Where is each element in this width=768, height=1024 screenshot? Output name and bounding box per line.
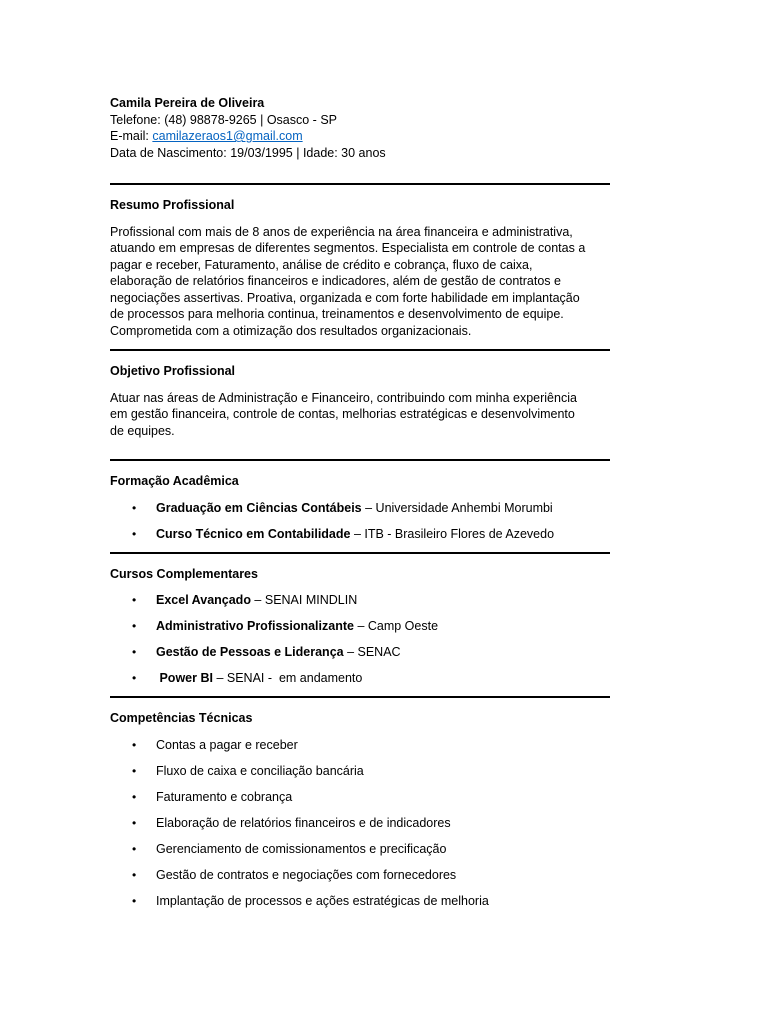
list-item <box>110 841 610 867</box>
item-text: Gerenciamento de comissionamentos e precificação <box>156 841 447 856</box>
list-item <box>110 618 610 644</box>
list-item <box>110 815 610 841</box>
list-item <box>110 893 610 919</box>
bullet-icon: • <box>132 645 137 659</box>
bullet-icon: • <box>132 867 137 882</box>
resumo-line: Comprometida com a otimização dos resultados organizacionais. <box>110 323 472 338</box>
list-item <box>110 670 610 696</box>
section-title-resumo: Resumo Profissional <box>110 198 235 212</box>
section-cursos <box>110 566 610 697</box>
section-title-objetivo: Objetivo Profissional <box>110 364 236 378</box>
section-competencias <box>110 710 610 919</box>
item-title: Graduação em Ciências Contábeis <box>156 500 362 515</box>
section-divider <box>110 349 610 351</box>
resume-page <box>110 95 610 919</box>
list-item <box>110 867 610 893</box>
item-text: Implantação de processos e ações estratégicas de melhoria <box>156 893 489 908</box>
section-objetivo <box>110 363 610 439</box>
item-text: Fluxo de caixa e conciliação bancária <box>156 763 364 778</box>
list-item <box>110 737 610 763</box>
resumo-line: atuando em empresas de diferentes segmentos. Especialista em controle de contas a <box>110 241 586 255</box>
resumo-line: negociações assertivas. Proativa, organizada e com forte habilidade em implantação <box>110 290 580 305</box>
section-divider <box>110 696 610 698</box>
bullet-icon: • <box>132 526 137 541</box>
formacao-list <box>110 500 610 552</box>
competencias-list <box>110 737 610 919</box>
candidate-name: Camila Pereira de Oliveira <box>110 96 265 110</box>
item-title: Power BI <box>156 671 213 685</box>
bullet-icon: • <box>132 789 137 804</box>
section-divider <box>110 183 610 185</box>
email-line <box>110 128 610 145</box>
objetivo-line: de equipes. <box>110 423 175 438</box>
list-item <box>110 526 610 552</box>
email-label: E-mail: <box>110 129 153 143</box>
item-text: Gestão de contratos e negociações com fornecedores <box>156 867 457 882</box>
list-item <box>110 644 610 670</box>
item-detail: – Universidade Anhembi Morumbi <box>361 500 553 515</box>
resumo-line: Profissional com mais de 8 anos de experiência na área financeira e administrativa, <box>110 224 573 239</box>
bullet-icon: • <box>132 500 137 515</box>
item-title: Gestão de Pessoas e Liderança <box>156 645 344 659</box>
section-resumo <box>110 197 610 339</box>
item-text: Contas a pagar e receber <box>156 737 298 752</box>
item-detail: – ITB - Brasileiro Flores de Azevedo <box>350 526 555 541</box>
list-item <box>110 763 610 789</box>
section-divider <box>110 552 610 554</box>
bullet-icon: • <box>132 763 137 778</box>
bullet-icon: • <box>132 841 137 856</box>
section-divider <box>110 459 610 461</box>
birth-age-line: Data de Nascimento: 19/03/1995 | Idade: 30 anos <box>110 145 386 160</box>
section-title-cursos: Cursos Complementares <box>110 566 258 581</box>
item-detail: – Camp Oeste <box>353 619 439 633</box>
contact-header <box>110 95 610 161</box>
item-text: Faturamento e cobrança <box>156 789 293 804</box>
email-link[interactable]: camilazeraos1@gmail.com <box>152 129 303 143</box>
item-text: Elaboração de relatórios financeiros e de indicadores <box>156 815 451 830</box>
item-title: Excel Avançado <box>156 593 251 607</box>
bullet-icon: • <box>132 893 137 908</box>
resumo-line: pagar e receber, Faturamento, análise de crédito e cobrança, fluxo de caixa, <box>110 257 533 272</box>
resumo-line: de processos para melhoria continua, treinamentos e desenvolvimento de equipe. <box>110 307 564 321</box>
bullet-icon: • <box>132 737 137 752</box>
section-title-competencias: Competências Técnicas <box>110 711 253 725</box>
list-item <box>110 592 610 618</box>
bullet-icon: • <box>132 619 137 633</box>
cursos-list <box>110 592 610 696</box>
list-item <box>110 500 610 526</box>
bullet-icon: • <box>132 815 137 830</box>
resumo-line: elaboração de relatórios financeiros e indicadores, além de gestão de contratos e <box>110 274 561 288</box>
item-title: Curso Técnico em Contabilidade <box>156 526 351 541</box>
bullet-icon: • <box>132 671 137 685</box>
section-title-formacao: Formação Acadêmica <box>110 474 239 488</box>
section-formacao <box>110 473 610 552</box>
bullet-icon: • <box>132 593 137 607</box>
resumo-paragraph <box>110 224 610 340</box>
objetivo-line: em gestão financeira, controle de contas, melhorias estratégicas e desenvolvimento <box>110 407 575 421</box>
item-detail: – SENAI MINDLIN <box>250 593 358 607</box>
item-detail: – SENAI - em andamento <box>212 671 363 685</box>
item-detail: – SENAC <box>343 645 401 659</box>
objetivo-paragraph <box>110 390 610 440</box>
objetivo-line: Atuar nas áreas de Administração e Financeiro, contribuindo com minha experiência <box>110 390 577 405</box>
phone-location-line: Telefone: (48) 98878-9265 | Osasco - SP <box>110 112 337 127</box>
list-item <box>110 789 610 815</box>
item-title: Administrativo Profissionalizante <box>156 619 354 633</box>
